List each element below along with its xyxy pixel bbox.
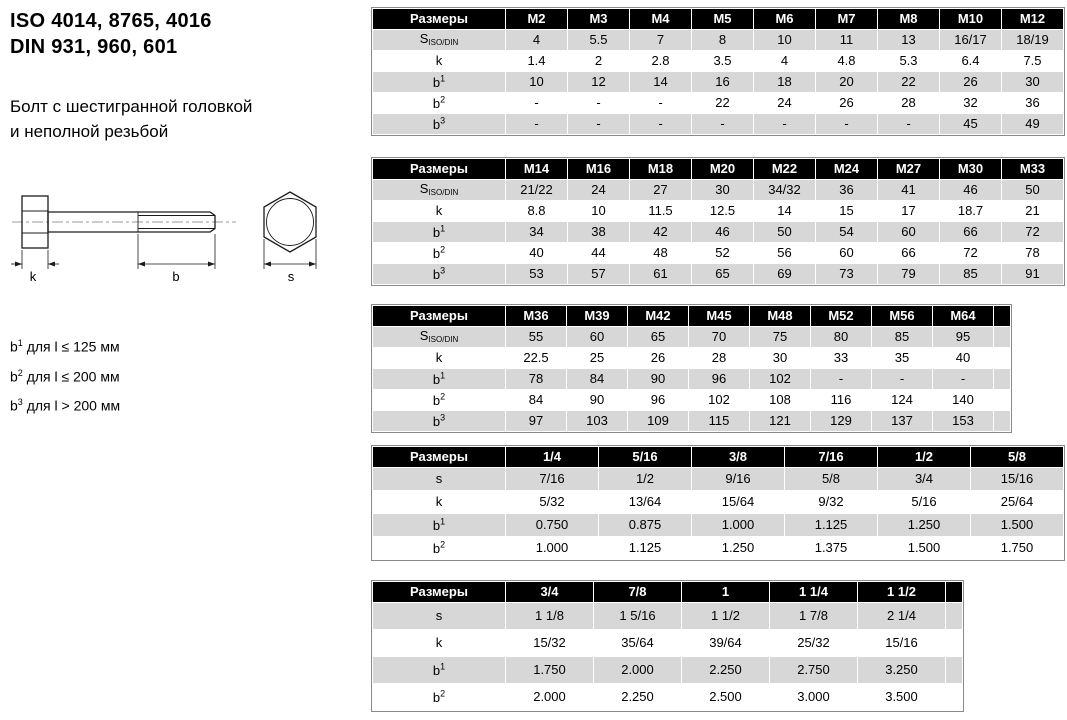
value-cell: 15 [816, 201, 878, 222]
value-cell: 39/64 [682, 630, 770, 657]
table-row [373, 684, 963, 711]
value-cell: 115 [689, 411, 750, 432]
value-cell: 53 [506, 264, 568, 285]
value-cell: 60 [878, 222, 940, 243]
row-label: $b^1$ [373, 369, 506, 390]
row-label: k [373, 491, 506, 514]
value-cell: 16 [692, 72, 754, 93]
value-cell: 7.5 [1002, 51, 1064, 72]
table-metric-m2-m12 [372, 8, 1064, 135]
value-cell: 121 [750, 411, 811, 432]
row-label: $b^2$ [373, 93, 506, 114]
value-cell: 24 [754, 93, 816, 114]
value-cell [946, 603, 963, 630]
value-cell: 9/32 [785, 491, 878, 514]
table-inch-3-4-to-1-1-2 [372, 581, 963, 711]
row-label: $b^3$ [373, 264, 506, 285]
value-cell: 85 [940, 264, 1002, 285]
value-cell [946, 657, 963, 684]
table-row [373, 537, 1064, 560]
value-cell: 10 [568, 201, 630, 222]
value-cell: 75 [750, 327, 811, 348]
value-cell: 15/32 [506, 630, 594, 657]
value-cell: 7/16 [506, 468, 599, 491]
value-cell: 25 [567, 348, 628, 369]
value-cell: - [811, 369, 872, 390]
row-label: $b^1$ [373, 657, 506, 684]
value-cell: 97 [506, 411, 567, 432]
value-cell: 18/19 [1002, 30, 1064, 51]
table-row [373, 491, 1064, 514]
value-cell: - [933, 369, 994, 390]
value-cell: 0.875 [599, 514, 692, 537]
size-column-header: M20 [692, 159, 754, 180]
value-cell: 40 [506, 243, 568, 264]
size-column-header: 5/16 [599, 447, 692, 468]
table-inch-1-4-to-5-8 [372, 446, 1064, 560]
value-cell: 46 [940, 180, 1002, 201]
table-row [373, 630, 963, 657]
value-cell: 35/64 [594, 630, 682, 657]
value-cell: 65 [692, 264, 754, 285]
value-cell: 36 [1002, 93, 1064, 114]
value-cell: 9/16 [692, 468, 785, 491]
bolt-technical-drawing [10, 170, 370, 300]
value-cell [994, 390, 1011, 411]
value-cell: 1.750 [506, 657, 594, 684]
size-column-header: M5 [692, 9, 754, 30]
value-cell: 3.250 [858, 657, 946, 684]
size-column-header [994, 306, 1011, 327]
iso-standards-title: ISO 4014, 8765, 4016 [10, 10, 212, 32]
value-cell: 2.500 [682, 684, 770, 711]
row-label: $b^1$ [373, 222, 506, 243]
left-column [10, 8, 370, 419]
value-cell: 78 [1002, 243, 1064, 264]
value-cell: 4.8 [816, 51, 878, 72]
size-column-header: M4 [630, 9, 692, 30]
value-cell: 12 [568, 72, 630, 93]
size-column-header: M56 [872, 306, 933, 327]
value-cell: 153 [933, 411, 994, 432]
value-cell: - [568, 93, 630, 114]
value-cell: - [872, 369, 933, 390]
value-cell: 50 [754, 222, 816, 243]
size-column-header: 3/8 [692, 447, 785, 468]
value-cell: 78 [506, 369, 567, 390]
value-cell: 66 [940, 222, 1002, 243]
value-cell: 2.250 [594, 684, 682, 711]
size-column-header: 1 1/4 [770, 582, 858, 603]
value-cell: 5.3 [878, 51, 940, 72]
value-cell: 28 [878, 93, 940, 114]
value-cell: 2 [568, 51, 630, 72]
value-cell: 5/8 [785, 468, 878, 491]
value-cell: 17 [878, 201, 940, 222]
value-cell: 80 [811, 327, 872, 348]
corner-header: Размеры [373, 582, 506, 603]
description-line-2: и неполной резьбой [10, 122, 169, 141]
value-cell: 90 [628, 369, 689, 390]
value-cell: 54 [816, 222, 878, 243]
table-row [373, 180, 1064, 201]
row-label: $S_{ISO/DIN}$ [373, 180, 506, 201]
row-label: $S_{ISO/DIN}$ [373, 327, 506, 348]
value-cell: 95 [933, 327, 994, 348]
value-cell: 25/64 [971, 491, 1064, 514]
row-label: $b^1$ [373, 514, 506, 537]
value-cell: 11 [816, 30, 878, 51]
value-cell: 1.000 [692, 514, 785, 537]
value-cell: 2.8 [630, 51, 692, 72]
size-column-header: M42 [628, 306, 689, 327]
value-cell: 13 [878, 30, 940, 51]
table-row [373, 222, 1064, 243]
value-cell: 30 [692, 180, 754, 201]
size-column-header: 5/8 [971, 447, 1064, 468]
value-cell: 2.750 [770, 657, 858, 684]
size-column-header: 1/4 [506, 447, 599, 468]
table-row [373, 30, 1064, 51]
value-cell: - [630, 114, 692, 135]
value-cell: 3/4 [878, 468, 971, 491]
value-cell: 18 [754, 72, 816, 93]
value-cell: 85 [872, 327, 933, 348]
value-cell: 55 [506, 327, 567, 348]
size-column-header: M8 [878, 9, 940, 30]
value-cell: 15/16 [971, 468, 1064, 491]
value-cell: 15/64 [692, 491, 785, 514]
value-cell: 27 [630, 180, 692, 201]
value-cell: 26 [628, 348, 689, 369]
value-cell: 26 [816, 93, 878, 114]
size-column-header: M22 [754, 159, 816, 180]
value-cell: - [568, 114, 630, 135]
value-cell: 14 [754, 201, 816, 222]
size-column-header: 3/4 [506, 582, 594, 603]
value-cell: - [816, 114, 878, 135]
value-cell: 1 7/8 [770, 603, 858, 630]
value-cell: 7 [630, 30, 692, 51]
row-label: $b^2$ [373, 684, 506, 711]
size-column-header: 1 1/2 [858, 582, 946, 603]
size-column-header: M2 [506, 9, 568, 30]
value-cell: 45 [940, 114, 1002, 135]
value-cell: - [878, 114, 940, 135]
table-row [373, 51, 1064, 72]
size-column-header: M14 [506, 159, 568, 180]
value-cell: 22 [692, 93, 754, 114]
table-row [373, 657, 963, 684]
value-cell [994, 327, 1011, 348]
table-row [373, 468, 1064, 491]
size-column-header: M33 [1002, 159, 1064, 180]
value-cell: 66 [878, 243, 940, 264]
table-row [373, 327, 1011, 348]
value-cell: 44 [568, 243, 630, 264]
table-row [373, 264, 1064, 285]
value-cell: 1.250 [692, 537, 785, 560]
value-cell: 137 [872, 411, 933, 432]
din-standards-title: DIN 931, 960, 601 [10, 36, 178, 58]
value-cell: 22.5 [506, 348, 567, 369]
value-cell: 2 1/4 [858, 603, 946, 630]
value-cell: 33 [811, 348, 872, 369]
value-cell: 57 [568, 264, 630, 285]
value-cell: 72 [1002, 222, 1064, 243]
value-cell: 5/32 [506, 491, 599, 514]
row-label: $b^2$ [373, 390, 506, 411]
value-cell: 1 5/16 [594, 603, 682, 630]
value-cell: 124 [872, 390, 933, 411]
corner-header: Размеры [373, 159, 506, 180]
value-cell: 1 1/2 [682, 603, 770, 630]
value-cell: 4 [506, 30, 568, 51]
value-cell: 96 [689, 369, 750, 390]
value-cell: 15/16 [858, 630, 946, 657]
size-column-header: M52 [811, 306, 872, 327]
value-cell: 108 [750, 390, 811, 411]
note-line: $b^3$ для l > 200 мм [10, 397, 121, 414]
value-cell: 1 1/8 [506, 603, 594, 630]
table-metric-m36-m64 [372, 305, 1011, 432]
value-cell: 22 [878, 72, 940, 93]
value-cell: 2.000 [594, 657, 682, 684]
size-column-header: M36 [506, 306, 567, 327]
value-cell: 70 [689, 327, 750, 348]
value-cell: 12.5 [692, 201, 754, 222]
table-row [373, 390, 1011, 411]
value-cell: 30 [1002, 72, 1064, 93]
value-cell: 18.7 [940, 201, 1002, 222]
value-cell: 56 [754, 243, 816, 264]
value-cell: 73 [816, 264, 878, 285]
value-cell [994, 348, 1011, 369]
value-cell: 1.4 [506, 51, 568, 72]
value-cell: 109 [628, 411, 689, 432]
value-cell: 1.250 [878, 514, 971, 537]
table-row [373, 243, 1064, 264]
row-label: $b^1$ [373, 72, 506, 93]
value-cell: 103 [567, 411, 628, 432]
row-label: k [373, 51, 506, 72]
value-cell [946, 684, 963, 711]
size-column-header: M45 [689, 306, 750, 327]
value-cell: 21 [1002, 201, 1064, 222]
corner-header: Размеры [373, 9, 506, 30]
value-cell: 96 [628, 390, 689, 411]
value-cell: 84 [506, 390, 567, 411]
value-cell: 61 [630, 264, 692, 285]
size-column-header [946, 582, 963, 603]
value-cell: 60 [816, 243, 878, 264]
value-cell: 5.5 [568, 30, 630, 51]
value-cell: 16/17 [940, 30, 1002, 51]
value-cell: 1.500 [878, 537, 971, 560]
row-label: k [373, 348, 506, 369]
value-cell: 8.8 [506, 201, 568, 222]
value-cell: 34/32 [754, 180, 816, 201]
value-cell: 116 [811, 390, 872, 411]
value-cell: 35 [872, 348, 933, 369]
table-row [373, 369, 1011, 390]
value-cell: 8 [692, 30, 754, 51]
value-cell [994, 369, 1011, 390]
value-cell: 1.500 [971, 514, 1064, 537]
value-cell: 1.750 [971, 537, 1064, 560]
value-cell: 14 [630, 72, 692, 93]
dim-label-b: b [172, 269, 180, 284]
table-row [373, 514, 1064, 537]
value-cell: - [692, 114, 754, 135]
table-row [373, 114, 1064, 135]
value-cell: 91 [1002, 264, 1064, 285]
corner-header: Размеры [373, 306, 506, 327]
value-cell: 3.5 [692, 51, 754, 72]
value-cell: 34 [506, 222, 568, 243]
value-cell [994, 411, 1011, 432]
row-label: s [373, 603, 506, 630]
size-column-header: M10 [940, 9, 1002, 30]
value-cell: 24 [568, 180, 630, 201]
size-column-header: M16 [568, 159, 630, 180]
notes [10, 330, 370, 419]
value-cell: 72 [940, 243, 1002, 264]
table-row [373, 201, 1064, 222]
value-cell: 46 [692, 222, 754, 243]
tables-area [372, 8, 1064, 711]
size-column-header: M12 [1002, 9, 1064, 30]
value-cell: 2.000 [506, 684, 594, 711]
size-column-header: 1 [682, 582, 770, 603]
value-cell: - [506, 114, 568, 135]
size-column-header: 7/8 [594, 582, 682, 603]
table-metric-m14-m33 [372, 158, 1064, 285]
description-line-1: Болт с шестигранной головкой [10, 97, 253, 116]
value-cell: 1.125 [599, 537, 692, 560]
note-line: $b^1$ для l ≤ 125 мм [10, 338, 120, 355]
row-label: $b^3$ [373, 411, 506, 432]
value-cell: 1/2 [599, 468, 692, 491]
size-column-header: M18 [630, 159, 692, 180]
value-cell: 30 [750, 348, 811, 369]
size-column-header: M27 [878, 159, 940, 180]
value-cell: 2.250 [682, 657, 770, 684]
value-cell: 69 [754, 264, 816, 285]
value-cell: - [630, 93, 692, 114]
value-cell: 10 [506, 72, 568, 93]
row-label: $b^3$ [373, 114, 506, 135]
dim-label-k: k [29, 269, 37, 284]
value-cell: 3.500 [858, 684, 946, 711]
value-cell: 0.750 [506, 514, 599, 537]
value-cell: 129 [811, 411, 872, 432]
value-cell: 28 [689, 348, 750, 369]
size-column-header: M30 [940, 159, 1002, 180]
size-column-header: M6 [754, 9, 816, 30]
value-cell: 52 [692, 243, 754, 264]
size-column-header: M48 [750, 306, 811, 327]
size-column-header: 1/2 [878, 447, 971, 468]
value-cell: 40 [933, 348, 994, 369]
value-cell: 32 [940, 93, 1002, 114]
table-row [373, 603, 963, 630]
value-cell: - [754, 114, 816, 135]
table-row [373, 348, 1011, 369]
value-cell: 38 [568, 222, 630, 243]
value-cell: 21/22 [506, 180, 568, 201]
dim-label-s: s [287, 269, 295, 284]
value-cell: 5/16 [878, 491, 971, 514]
size-column-header: M7 [816, 9, 878, 30]
size-column-header: M24 [816, 159, 878, 180]
row-label: $b^2$ [373, 243, 506, 264]
value-cell: 90 [567, 390, 628, 411]
size-column-header: 7/16 [785, 447, 878, 468]
value-cell: 1.375 [785, 537, 878, 560]
value-cell: 26 [940, 72, 1002, 93]
value-cell: - [506, 93, 568, 114]
row-label: k [373, 630, 506, 657]
value-cell: 41 [878, 180, 940, 201]
table-row [373, 72, 1064, 93]
table-row [373, 411, 1011, 432]
size-column-header: M64 [933, 306, 994, 327]
value-cell: 65 [628, 327, 689, 348]
value-cell [946, 630, 963, 657]
bolt-drawing-svg [10, 170, 342, 295]
row-label: s [373, 468, 506, 491]
size-column-header: M39 [567, 306, 628, 327]
value-cell: 1.000 [506, 537, 599, 560]
value-cell: 79 [878, 264, 940, 285]
note-line: $b^2$ для l ≤ 200 мм [10, 367, 120, 385]
value-cell: 50 [1002, 180, 1064, 201]
row-label: k [373, 201, 506, 222]
product-description [10, 94, 370, 144]
value-cell: 20 [816, 72, 878, 93]
value-cell: 102 [750, 369, 811, 390]
value-cell: 6.4 [940, 51, 1002, 72]
table-row [373, 93, 1064, 114]
value-cell: 3.000 [770, 684, 858, 711]
value-cell: 36 [816, 180, 878, 201]
row-label: $S_{ISO/DIN}$ [373, 30, 506, 51]
value-cell: 60 [567, 327, 628, 348]
value-cell: 1.125 [785, 514, 878, 537]
value-cell: 84 [567, 369, 628, 390]
value-cell: 25/32 [770, 630, 858, 657]
value-cell: 11.5 [630, 201, 692, 222]
value-cell: 48 [630, 243, 692, 264]
value-cell: 102 [689, 390, 750, 411]
row-label: $b^2$ [373, 537, 506, 560]
value-cell: 10 [754, 30, 816, 51]
value-cell: 140 [933, 390, 994, 411]
corner-header: Размеры [373, 447, 506, 468]
value-cell: 42 [630, 222, 692, 243]
size-column-header: M3 [568, 9, 630, 30]
value-cell: 13/64 [599, 491, 692, 514]
value-cell: 49 [1002, 114, 1064, 135]
value-cell: 4 [754, 51, 816, 72]
